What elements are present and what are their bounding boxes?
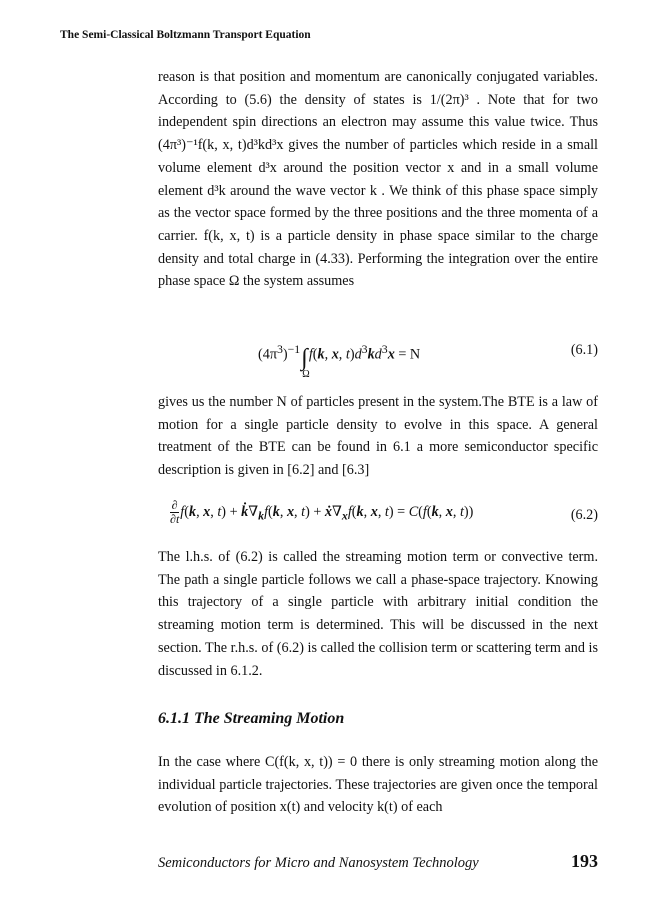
paragraph-2: [158, 391, 598, 482]
equation-6-1: [158, 336, 598, 380]
paragraph-2-text: gives us the number N of particles present in the system.The BTE is a law of motion for a single particle density to evolve in this space. A general treatment of the BTE can be found in 6.1 a more semiconductor specific description is given in [6.2] and [6.3]: [158, 394, 598, 479]
integral-domain: Ω: [302, 368, 310, 380]
paragraph-3-text: The l.h.s. of (6.2) is called the streaming motion term or convective term. The path a single particle follows we call a phase-space trajectory. Knowing this trajectory of a single particle with arbitrary initial condition the streaming motion term is determined. This will be discussed in the next section. The r.h.s. of (6.2) is called the collision term or scattering term and is discussed in 6.1.2.: [158, 549, 598, 679]
equation-6-1-number: (6.1): [570, 342, 598, 358]
footer-book-title: Semiconductors for Micro and Nanosystem Technology: [158, 855, 479, 871]
equation-6-2-body: $\frac{\partial}{\partial t}$ f(k, x, $t) + k̇\nabla_kf(k$, x, $t) + ẋ\nabla_xf(k$, x, t) = C(f(k, x, t)): [170, 498, 474, 526]
running-head: The Semi-Classical Boltzmann Transport Equation: [60, 29, 311, 41]
partial-t-fraction: $\frac{\partial}{\partial t}$: [170, 498, 180, 526]
paragraph-1: [158, 66, 598, 293]
section-heading: 6.1.1 The Streaming Motion: [158, 710, 345, 727]
page-number: 193: [571, 851, 598, 871]
equation-6-1-body: $(4\pi^3)^{-1}\int$ Ω f(k, x, $t)d^3kd^3x = N$: [258, 342, 421, 380]
paragraph-1-text: reason is that position and momentum are canonically conjugated variables. According to (5.6) the density of states is 1/(2π)³ . Note that for two independent spin directions an electron may assume this value twice. Thus (4π³)⁻¹f(k, x, t)d³kd³x gives the number of particles which reside in a small volume element d³x around the position vector x and in a small volume element d³k around the wave vector k . We think of this phase space simply as the vector space formed by the three positions and the three momenta of a carrier. f(k, x, t) is a particle density in phase space similar to the charge density and total charge in (4.33). Performing the integration over the entire phase space Ω the system assumes: [158, 69, 598, 290]
paragraph-4: [158, 751, 598, 819]
integral-sign: ∫ Ω: [301, 344, 310, 380]
paragraph-4-text: In the case where C(f(k, x, t)) = 0 there is only streaming motion along the individual particle trajectories. These trajectories are given once the temporal evolution of position x(t) and velocity k(t) of each: [158, 754, 598, 816]
equation-6-2-number: (6.2): [570, 507, 598, 523]
paragraph-3: [158, 546, 598, 682]
equation-6-1-rhs: = N: [398, 346, 421, 363]
equation-6-2: [158, 497, 598, 531]
